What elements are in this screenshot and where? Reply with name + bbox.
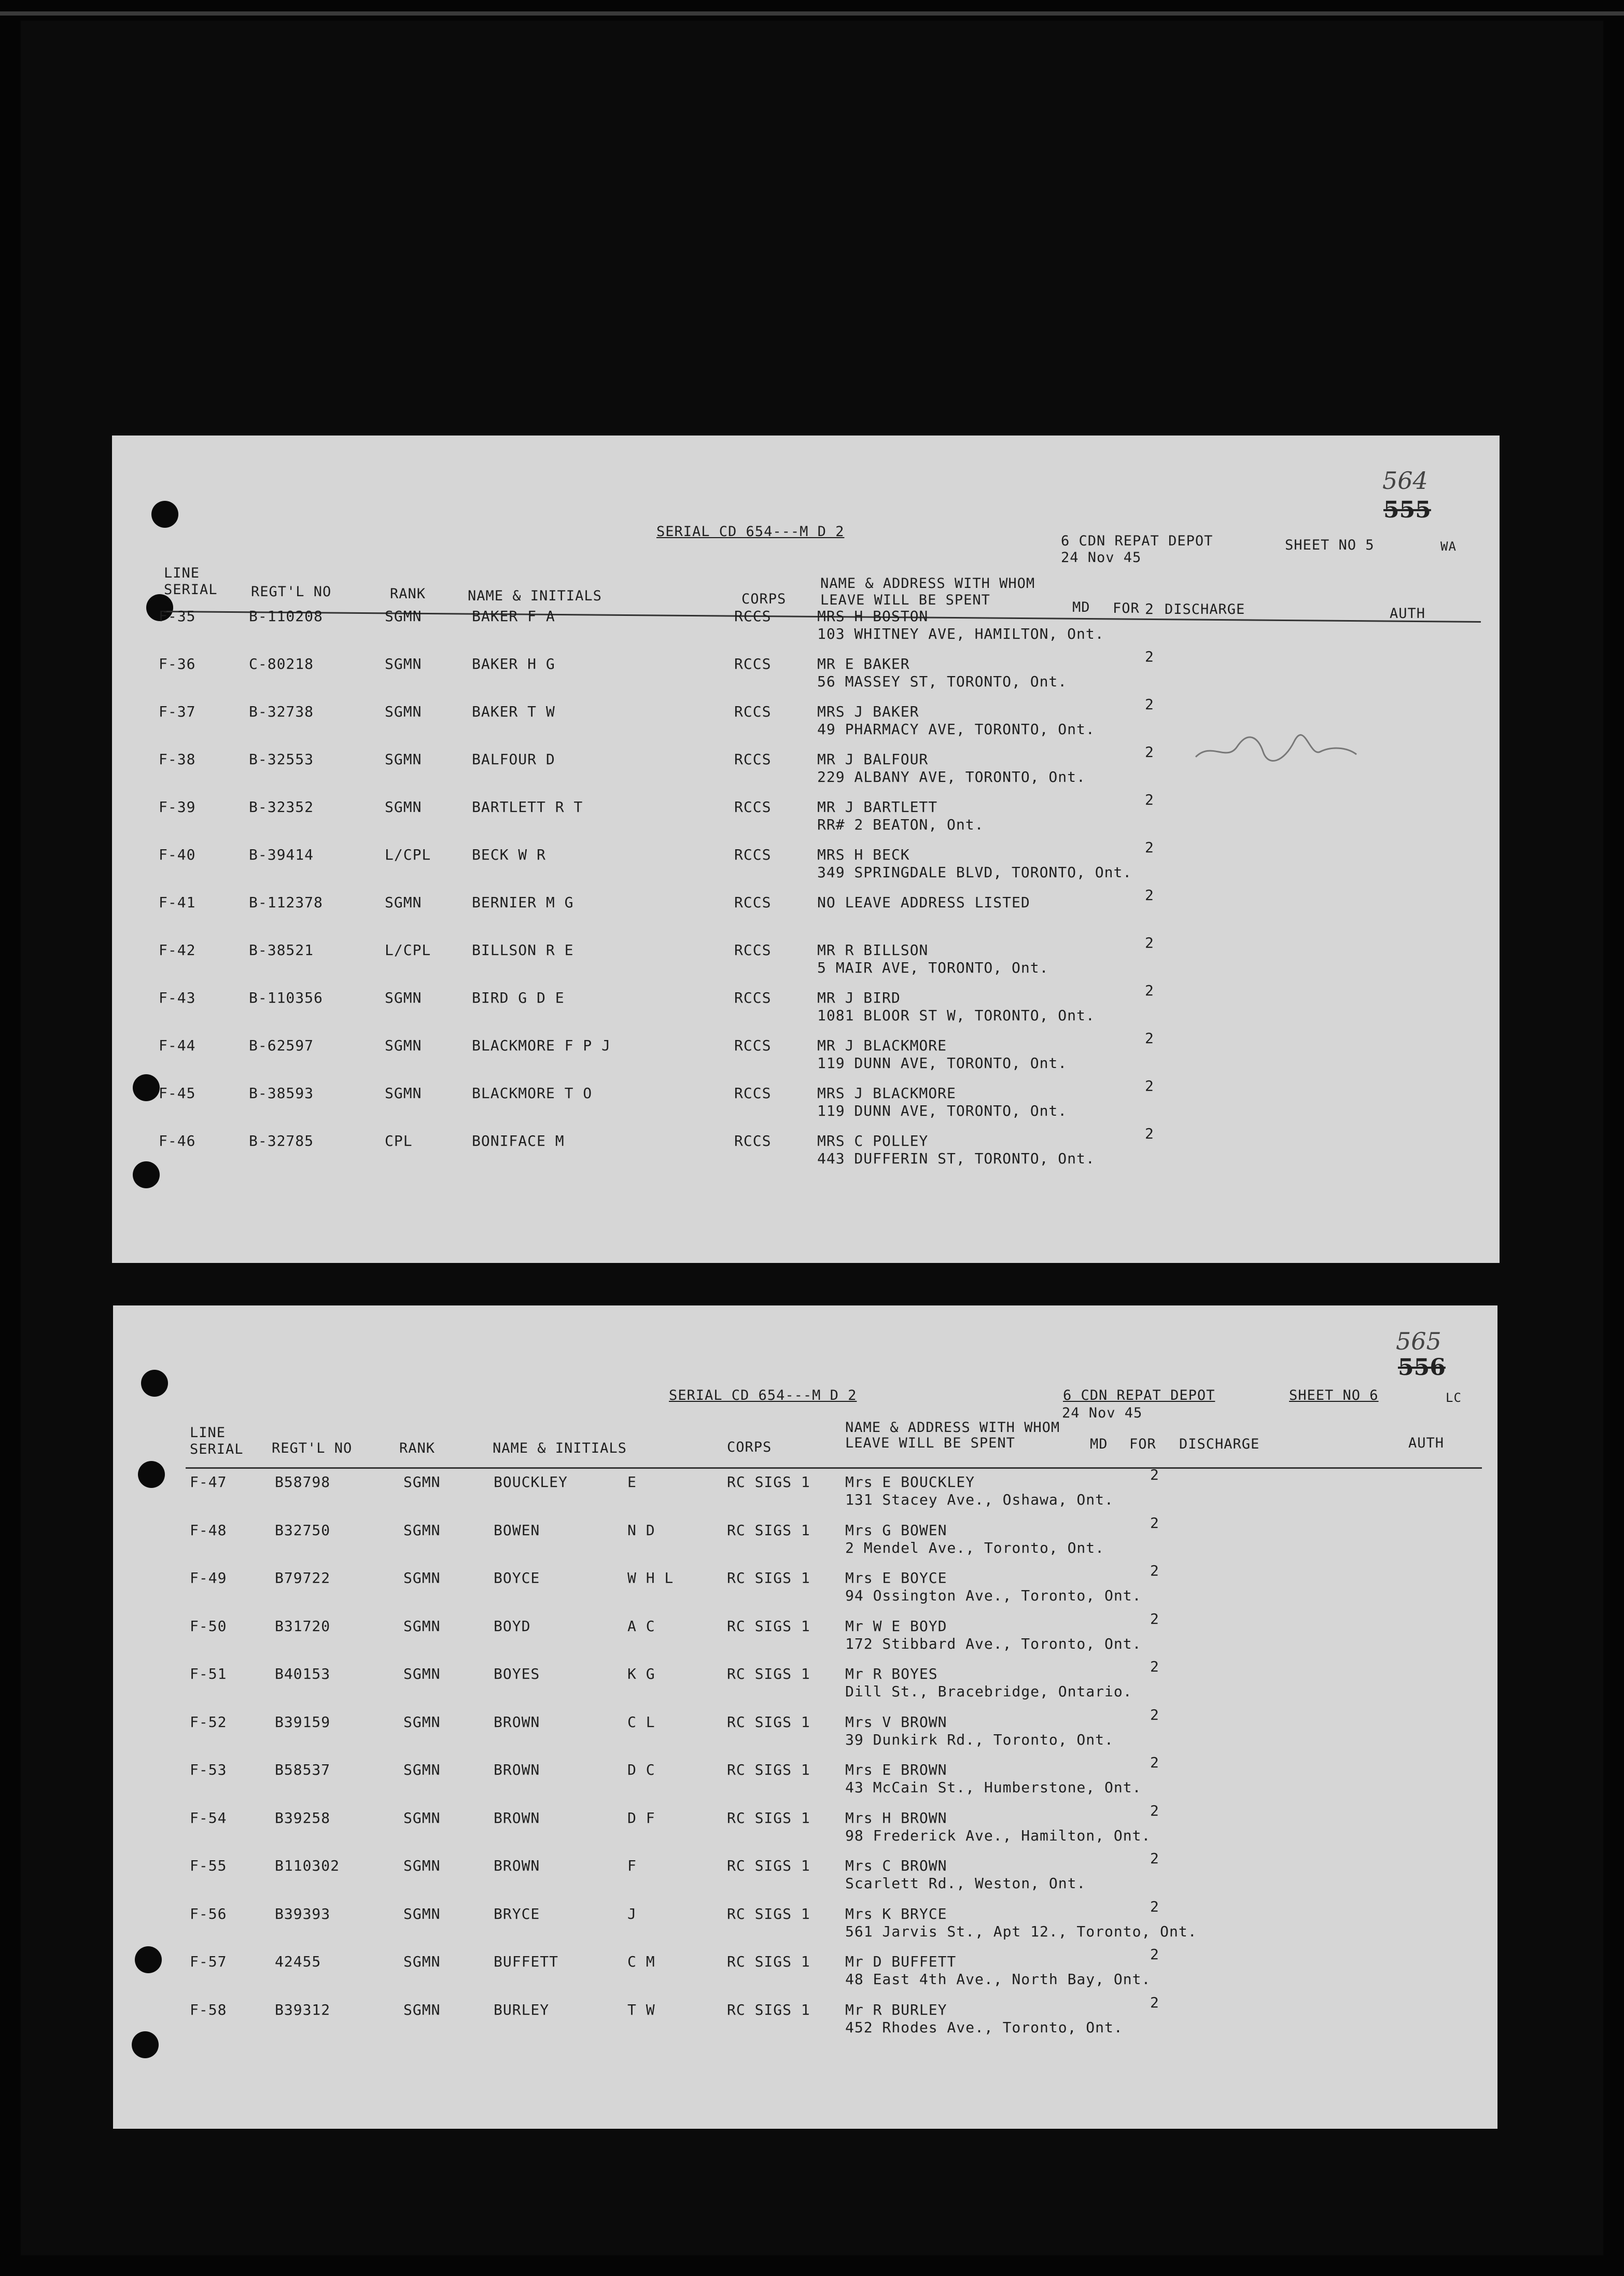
corps: RCCS — [734, 655, 772, 672]
name: BOWEN — [494, 1521, 540, 1539]
leave-contact: Mrs V BROWN — [845, 1713, 947, 1731]
name: BROWN — [494, 1857, 540, 1874]
rank: SGMN — [403, 1761, 441, 1778]
line-serial: F-43 — [159, 989, 196, 1006]
regimental-number: B-112378 — [249, 894, 323, 911]
line-serial: F-39 — [159, 798, 196, 816]
military-district: 2 — [1145, 696, 1154, 713]
regimental-number: B-38521 — [249, 942, 314, 959]
leave-address: 1081 BLOOR ST W, TORONTO, Ont. — [817, 1007, 1095, 1024]
leave-address: 119 DUNN AVE, TORONTO, Ont. — [817, 1102, 1068, 1119]
table-row — [113, 1514, 1497, 1568]
line-serial: F-53 — [190, 1761, 227, 1778]
name: BUFFETT — [494, 1953, 559, 1970]
corps: RC SIGS 1 — [727, 1713, 810, 1731]
corps: RC SIGS 1 — [727, 1809, 810, 1827]
regimental-number: B58537 — [275, 1761, 331, 1778]
leave-address: 5 MAIR AVE, TORONTO, Ont. — [817, 959, 1049, 976]
rank: SGMN — [403, 1713, 441, 1731]
rank: CPL — [385, 1132, 413, 1149]
table-row — [113, 1850, 1497, 1904]
col-discharge: DISCHARGE — [1165, 601, 1245, 617]
military-district: 2 — [1150, 1754, 1159, 1771]
rank: SGMN — [403, 1665, 441, 1682]
corps: RC SIGS 1 — [727, 1665, 810, 1682]
leave-contact: MR E BAKER — [817, 655, 910, 672]
corps: RC SIGS 1 — [727, 1617, 810, 1635]
name: BROWN — [494, 1713, 540, 1731]
col-address-1: NAME & ADDRESS WITH WHOM — [820, 575, 1035, 592]
military-district: 2 — [1145, 934, 1154, 951]
regimental-number: B-32352 — [249, 798, 314, 816]
leave-contact: Mrs G BOWEN — [845, 1521, 947, 1539]
name: BROWN — [494, 1809, 540, 1827]
initials: A C — [627, 1617, 655, 1635]
table-row — [112, 887, 1500, 940]
name: BAKER F A — [472, 608, 555, 625]
col-rank: RANK — [399, 1440, 436, 1456]
corps: RC SIGS 1 — [727, 1905, 810, 1922]
leave-address: 452 Rhodes Ave., Toronto, Ont. — [845, 2018, 1123, 2036]
regimental-number: B31720 — [275, 1617, 331, 1635]
line-serial: F-49 — [190, 1569, 227, 1586]
table-row — [112, 839, 1500, 893]
table-row — [113, 1993, 1497, 2048]
rank: SGMN — [403, 1569, 441, 1586]
col-rank: RANK — [390, 586, 426, 602]
name: BALFOUR D — [472, 751, 555, 768]
col-md: MD — [1090, 1436, 1108, 1452]
corps: RCCS — [734, 942, 772, 959]
leave-address: 172 Stibbard Ave., Toronto, Ont. — [845, 1635, 1142, 1652]
leave-contact: MRS H BECK — [817, 846, 910, 863]
military-district: 2 — [1150, 1562, 1159, 1579]
leave-address: 561 Jarvis St., Apt 12., Toronto, Ont. — [845, 1922, 1197, 1940]
leave-contact: MR J BALFOUR — [817, 751, 929, 768]
leave-contact: Mrs E BOUCKLEY — [845, 1473, 975, 1491]
corps: RCCS — [734, 1085, 772, 1102]
name: BROWN — [494, 1761, 540, 1778]
name: BARTLETT R T — [472, 798, 583, 816]
military-district: 2 — [1145, 839, 1154, 856]
regimental-number: B40153 — [275, 1665, 331, 1682]
col-for: FOR — [1113, 600, 1140, 616]
line-serial: F-54 — [190, 1809, 227, 1827]
military-district: 2 — [1145, 648, 1154, 665]
leave-address: 39 Dunkirk Rd., Toronto, Ont. — [845, 1731, 1114, 1748]
table-row — [113, 1946, 1497, 2000]
regimental-number: B-110356 — [249, 989, 323, 1006]
initials: F — [627, 1857, 637, 1874]
table-row — [112, 696, 1500, 750]
regimental-number: B110302 — [275, 1857, 340, 1874]
leave-address: 49 PHARMACY AVE, TORONTO, Ont. — [817, 721, 1095, 738]
corps: RCCS — [734, 608, 772, 625]
table-row — [113, 1562, 1497, 1616]
leave-address: 229 ALBANY AVE, TORONTO, Ont. — [817, 768, 1086, 785]
unit-name: 6 CDN REPAT DEPOT — [1061, 533, 1213, 549]
leave-address: 56 MASSEY ST, TORONTO, Ont. — [817, 673, 1068, 690]
name: BAKER T W — [472, 703, 555, 720]
sheet-number: SHEET NO 5 — [1285, 537, 1375, 553]
col-address-2: LEAVE WILL BE SPENT — [820, 592, 990, 608]
rank: SGMN — [385, 894, 422, 911]
col-md: MD — [1072, 599, 1090, 615]
leave-address: 443 DUFFERIN ST, TORONTO, Ont. — [817, 1150, 1095, 1167]
sheet-date: 24 Nov 45 — [1062, 1405, 1143, 1421]
military-district: 2 — [1150, 1802, 1159, 1819]
col-corps: CORPS — [741, 591, 787, 607]
leave-address: 2 Mendel Ave., Toronto, Ont. — [845, 1539, 1105, 1556]
table-row — [112, 648, 1500, 702]
corps: RCCS — [734, 989, 772, 1006]
line-serial: F-42 — [159, 942, 196, 959]
line-serial: F-47 — [190, 1473, 227, 1491]
col-name-initials: NAME & INITIALS — [493, 1440, 627, 1456]
table-row — [113, 1658, 1497, 1712]
rank: SGMN — [385, 703, 422, 720]
rank: SGMN — [403, 2001, 441, 2018]
regimental-number: B58798 — [275, 1473, 331, 1491]
col-regtl-no: REGT'L NO — [272, 1440, 353, 1456]
page-number-pencil: 565 — [1396, 1327, 1441, 1355]
leave-contact: Mrs H BROWN — [845, 1809, 947, 1827]
col-name-initials: NAME & INITIALS — [468, 588, 602, 604]
table-row — [113, 1706, 1497, 1760]
sheet-number: SHEET NO 6 — [1289, 1387, 1379, 1403]
military-district: 2 — [1145, 1077, 1154, 1094]
line-serial: F-36 — [159, 655, 196, 672]
military-district: 2 — [1150, 1993, 1159, 2011]
leave-address: 131 Stacey Ave., Oshawa, Ont. — [845, 1491, 1114, 1508]
regimental-number: B-32738 — [249, 703, 314, 720]
initials: D F — [627, 1809, 655, 1827]
leave-contact: Mrs C BROWN — [845, 1857, 947, 1874]
rank: SGMN — [403, 1473, 441, 1491]
corps: RC SIGS 1 — [727, 1953, 810, 1970]
line-serial: F-44 — [159, 1037, 196, 1054]
name: BERNIER M G — [472, 894, 574, 911]
military-district: 2 — [1145, 791, 1154, 808]
table-row — [113, 1466, 1497, 1520]
rank: SGMN — [403, 1521, 441, 1539]
initials: N D — [627, 1521, 655, 1539]
name: BLACKMORE T O — [472, 1085, 593, 1102]
table-row — [112, 1077, 1500, 1131]
military-district: 2 — [1145, 600, 1154, 617]
name: BONIFACE M — [472, 1132, 565, 1149]
leave-contact: MRS C POLLEY — [817, 1132, 929, 1149]
initials: C M — [627, 1953, 655, 1970]
rank: SGMN — [385, 608, 422, 625]
margin-note: LC — [1446, 1390, 1462, 1405]
military-district: 2 — [1150, 1850, 1159, 1867]
initials: C L — [627, 1713, 655, 1731]
name: BOUCKLEY — [494, 1473, 568, 1491]
line-serial: F-48 — [190, 1521, 227, 1539]
leave-contact: Mr R BURLEY — [845, 2001, 947, 2018]
leave-contact: MRS J BAKER — [817, 703, 919, 720]
serial-title: SERIAL CD 654---M D 2 — [669, 1387, 857, 1403]
regimental-number: B-38593 — [249, 1085, 314, 1102]
leave-address: 48 East 4th Ave., North Bay, Ont. — [845, 1971, 1151, 1988]
initials: E — [627, 1473, 637, 1491]
regimental-number: B-32553 — [249, 751, 314, 768]
table-row — [112, 743, 1500, 797]
name: BRYCE — [494, 1905, 540, 1922]
line-serial: F-58 — [190, 2001, 227, 2018]
leave-contact: MR R BILLSON — [817, 942, 929, 959]
name: BOYES — [494, 1665, 540, 1682]
line-serial: F-46 — [159, 1132, 196, 1149]
col-line-serial-1: LINE — [164, 565, 200, 581]
regimental-number: B-39414 — [249, 846, 314, 863]
rank: SGMN — [403, 1953, 441, 1970]
military-district: 2 — [1145, 743, 1154, 761]
leave-address: 43 McCain St., Humberstone, Ont. — [845, 1779, 1142, 1796]
corps: RCCS — [734, 703, 772, 720]
col-address-1: NAME & ADDRESS WITH WHOM — [845, 1420, 1060, 1436]
rank: L/CPL — [385, 942, 431, 959]
military-district: 2 — [1150, 1514, 1159, 1532]
leave-contact: MR J BIRD — [817, 989, 901, 1006]
col-auth: AUTH — [1408, 1435, 1445, 1451]
line-serial: F-57 — [190, 1953, 227, 1970]
leave-contact: MRS J BLACKMORE — [817, 1085, 956, 1102]
regimental-number: B39312 — [275, 2001, 331, 2018]
leave-contact: Mrs E BOYCE — [845, 1569, 947, 1586]
corps: RCCS — [734, 894, 772, 911]
name: BILLSON R E — [472, 942, 574, 959]
line-serial: F-37 — [159, 703, 196, 720]
military-district: 2 — [1145, 982, 1154, 999]
margin-note: WA — [1440, 539, 1457, 554]
punch-hole — [141, 1370, 168, 1397]
table-row — [112, 1030, 1500, 1084]
rank: SGMN — [385, 1085, 422, 1102]
leave-address: RR# 2 BEATON, Ont. — [817, 816, 984, 833]
corps: RCCS — [734, 798, 772, 816]
regimental-number: B39393 — [275, 1905, 331, 1922]
initials: W H L — [627, 1569, 674, 1586]
header-rule — [186, 1467, 1482, 1469]
corps: RC SIGS 1 — [727, 1521, 810, 1539]
military-district: 2 — [1150, 1610, 1159, 1627]
initials: D C — [627, 1761, 655, 1778]
corps: RCCS — [734, 1132, 772, 1149]
name: BIRD G D E — [472, 989, 565, 1006]
leave-address: Dill St., Bracebridge, Ontario. — [845, 1683, 1132, 1700]
line-serial: F-45 — [159, 1085, 196, 1102]
initials: T W — [627, 2001, 655, 2018]
punch-hole — [151, 501, 178, 528]
name: BLACKMORE F P J — [472, 1037, 611, 1054]
military-district: 2 — [1145, 1125, 1154, 1142]
unit-name: 6 CDN REPAT DEPOT — [1063, 1387, 1215, 1403]
leave-contact: MRS H BOSTON — [817, 608, 929, 625]
name: BAKER H G — [472, 655, 555, 672]
military-district: 2 — [1145, 887, 1154, 904]
corps: RCCS — [734, 1037, 772, 1054]
leave-contact: Mr D BUFFETT — [845, 1953, 957, 1970]
line-serial: F-41 — [159, 894, 196, 911]
corps: RCCS — [734, 846, 772, 863]
nominal-roll-sheet-1 — [112, 435, 1500, 1263]
line-serial: F-55 — [190, 1857, 227, 1874]
military-district: 2 — [1150, 1706, 1159, 1723]
rank: SGMN — [403, 1809, 441, 1827]
line-serial: F-40 — [159, 846, 196, 863]
military-district: 2 — [1150, 1946, 1159, 1963]
rank: SGMN — [385, 655, 422, 672]
leave-address: 119 DUNN AVE, TORONTO, Ont. — [817, 1055, 1068, 1072]
table-row — [112, 1125, 1500, 1179]
corps: RC SIGS 1 — [727, 1473, 810, 1491]
col-line-serial-2: SERIAL — [164, 582, 218, 598]
col-discharge: DISCHARGE — [1179, 1436, 1260, 1452]
table-row — [113, 1754, 1497, 1808]
corps: RC SIGS 1 — [727, 1569, 810, 1586]
corps: RC SIGS 1 — [727, 2001, 810, 2018]
regimental-number: B39258 — [275, 1809, 331, 1827]
col-line-serial-2: SERIAL — [190, 1441, 244, 1457]
rank: SGMN — [385, 989, 422, 1006]
leave-contact: Mr W E BOYD — [845, 1617, 947, 1635]
line-serial: F-51 — [190, 1665, 227, 1682]
table-row — [113, 1898, 1497, 1952]
rank: SGMN — [403, 1857, 441, 1874]
sheet-date: 24 Nov 45 — [1061, 550, 1142, 566]
military-district: 2 — [1150, 1658, 1159, 1675]
page-number-stamp: 556 — [1398, 1354, 1446, 1381]
corps: RC SIGS 1 — [727, 1857, 810, 1874]
rank: SGMN — [385, 751, 422, 768]
table-row — [112, 791, 1500, 845]
table-row — [112, 982, 1500, 1036]
military-district: 2 — [1150, 1898, 1159, 1915]
leave-address: 94 Ossington Ave., Toronto, Ont. — [845, 1587, 1142, 1604]
regimental-number: B32750 — [275, 1521, 331, 1539]
rank: L/CPL — [385, 846, 431, 863]
col-auth: AUTH — [1390, 606, 1426, 622]
military-district: 2 — [1150, 1466, 1159, 1483]
rank: SGMN — [403, 1905, 441, 1922]
corps: RC SIGS 1 — [727, 1761, 810, 1778]
col-line-serial-1: LINE — [190, 1425, 226, 1441]
line-serial: F-52 — [190, 1713, 227, 1731]
rank: SGMN — [385, 798, 422, 816]
regimental-number: C-80218 — [249, 655, 314, 672]
leave-address: 349 SPRINGDALE BLVD, TORONTO, Ont. — [817, 864, 1132, 881]
regimental-number: B39159 — [275, 1713, 331, 1731]
line-serial: F-50 — [190, 1617, 227, 1635]
rank: SGMN — [385, 1037, 422, 1054]
page-number-pencil: 564 — [1382, 467, 1428, 495]
leave-address: Scarlett Rd., Weston, Ont. — [845, 1875, 1086, 1892]
table-row — [113, 1610, 1497, 1664]
leave-contact: MR J BARTLETT — [817, 798, 938, 816]
name: BOYD — [494, 1617, 531, 1635]
leave-address: 103 WHITNEY AVE, HAMILTON, Ont. — [817, 625, 1104, 642]
rank: SGMN — [403, 1617, 441, 1635]
page-number-stamp: 555 — [1383, 497, 1431, 523]
film-edge — [0, 11, 1624, 16]
nominal-roll-sheet-2 — [113, 1305, 1497, 2129]
line-serial: F-35 — [159, 608, 196, 625]
regimental-number: B-62597 — [249, 1037, 314, 1054]
name: BOYCE — [494, 1569, 540, 1586]
table-row — [113, 1802, 1497, 1856]
leave-contact: NO LEAVE ADDRESS LISTED — [817, 894, 1030, 911]
leave-contact: Mr R BOYES — [845, 1665, 938, 1682]
regimental-number: 42455 — [275, 1953, 321, 1970]
serial-title: SERIAL CD 654---M D 2 — [656, 524, 845, 540]
regimental-number: B79722 — [275, 1569, 331, 1586]
leave-contact: Mrs E BROWN — [845, 1761, 947, 1778]
leave-contact: Mrs K BRYCE — [845, 1905, 947, 1922]
name: BECK W R — [472, 846, 546, 863]
leave-address: 98 Frederick Ave., Hamilton, Ont. — [845, 1827, 1151, 1844]
col-for: FOR — [1129, 1436, 1156, 1452]
leave-contact: MR J BLACKMORE — [817, 1037, 947, 1054]
name: BURLEY — [494, 2001, 550, 2018]
col-corps: CORPS — [727, 1439, 772, 1455]
regimental-number: B-110208 — [249, 608, 323, 625]
col-regtl-no: REGT'L NO — [251, 584, 332, 600]
corps: RCCS — [734, 751, 772, 768]
initials: J — [627, 1905, 637, 1922]
line-serial: F-38 — [159, 751, 196, 768]
table-row — [112, 934, 1500, 988]
col-address-2: LEAVE WILL BE SPENT — [845, 1435, 1015, 1451]
military-district: 2 — [1145, 1030, 1154, 1047]
regimental-number: B-32785 — [249, 1132, 314, 1149]
initials: K G — [627, 1665, 655, 1682]
line-serial: F-56 — [190, 1905, 227, 1922]
